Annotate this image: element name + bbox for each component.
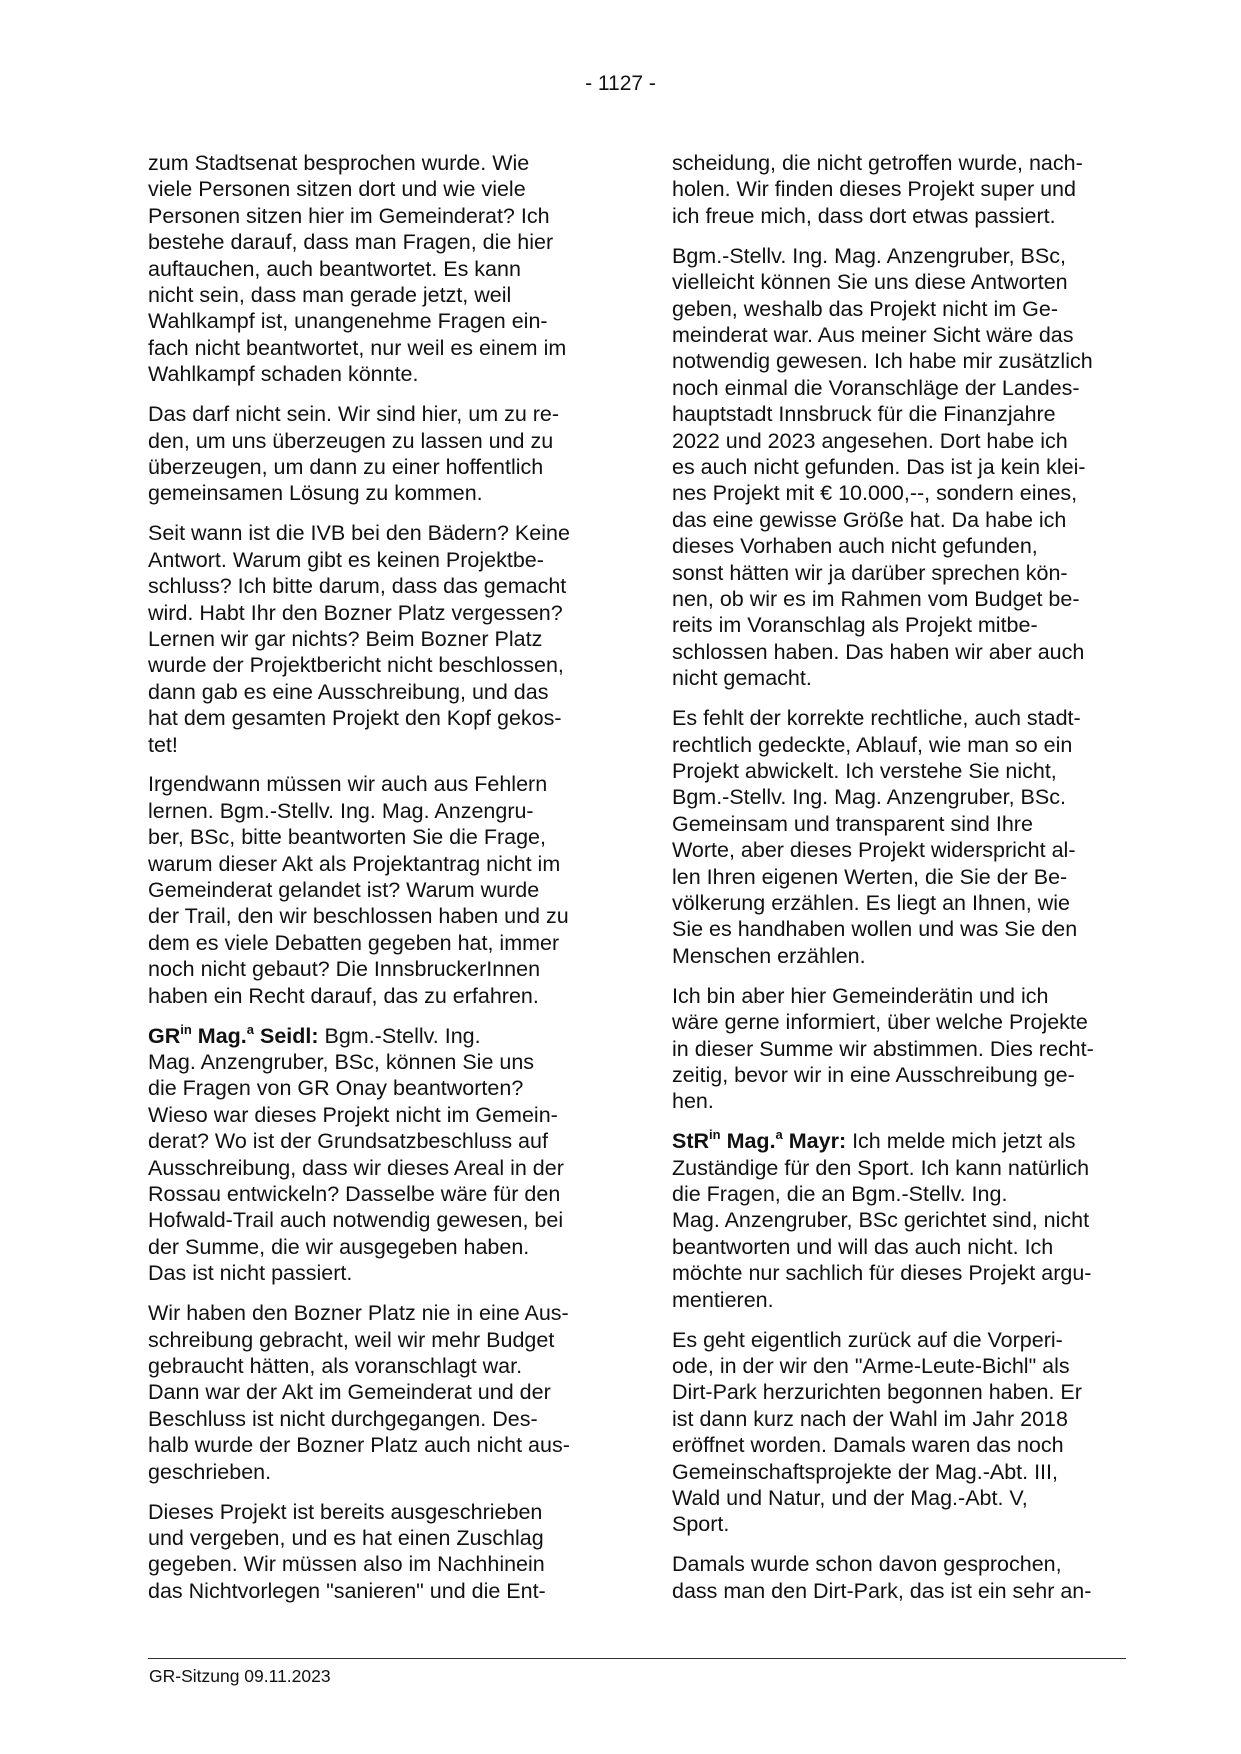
text-line: meinderat war. Aus meiner Sicht wäre das: [672, 322, 1074, 347]
text-line: Rossau entwickeln? Dasselbe wäre für den: [148, 1182, 561, 1207]
text-line: der Summe, die wir ausgegeben haben.: [148, 1234, 530, 1259]
text-line: dem es viele Debatten gegeben hat, immer: [148, 930, 560, 955]
text-line: Wahlkampf schaden könnte.: [148, 362, 419, 387]
text-line: den, um uns überzeugen zu lassen und zu: [148, 428, 554, 453]
speaker-surname: Mayr:: [782, 1129, 847, 1154]
text-line: geschrieben.: [148, 1459, 272, 1484]
text-line: Personen sitzen hier im Gemeinderat? Ich: [148, 203, 550, 228]
text-line: Es fehlt der korrekte rechtliche, auch stadt-: [672, 706, 1081, 731]
page-number: - 1127 -: [585, 72, 656, 95]
speaker-degree: Mag.: [191, 1023, 247, 1048]
text-line: gegeben. Wir müssen also im Nachhinein: [148, 1552, 545, 1577]
text-line: Bgm.-Stellv. Ing. Mag. Anzengruber, BSc,: [672, 243, 1066, 268]
speaker-line: [672, 1128, 1122, 1154]
text-line: noch einmal die Voranschläge der Landes-: [672, 375, 1080, 400]
text-line: sonst hätten wir ja darüber sprechen kön-: [672, 560, 1068, 585]
footer-session-date: GR-Sitzung 09.11.2023: [149, 1666, 331, 1686]
text-line: die Fragen von GR Onay beantworten?: [148, 1076, 524, 1101]
text-line: Dirt-Park herzurichten begonnen haben. Er: [672, 1380, 1082, 1405]
text-line: nicht gemacht.: [672, 666, 812, 691]
speaker-paragraph-mayr: [672, 1128, 1122, 1313]
text-line: Mag. Anzengruber, BSc, können Sie uns: [148, 1050, 535, 1074]
text-line: Damals wurde schon davon gesprochen,: [672, 1552, 1062, 1577]
text-line: nicht sein, dass man gerade jetzt, weil: [148, 283, 512, 308]
text-line: ich freue mich, dass dort etwas passiert.: [672, 203, 1056, 228]
text-line: haben ein Recht darauf, das zu erfahren.: [148, 983, 539, 1008]
text-line: hat dem gesamten Projekt den Kopf gekos-: [148, 706, 562, 731]
text-line: ist dann kurz nach der Wahl im Jahr 2018: [672, 1406, 1068, 1431]
text-line: wird. Habt Ihr den Bozner Platz vergessen?: [148, 600, 563, 625]
text-line: lernen. Bgm.-Stellv. Ing. Mag. Anzengru-: [148, 798, 534, 823]
text-line: Hofwald-Trail auch notwendig gewesen, bei: [148, 1208, 564, 1233]
text-line: die Fragen, die an Bgm.-Stellv. Ing.: [672, 1182, 1008, 1207]
speaker-degree-suffix: a: [246, 1021, 254, 1037]
text-line: Gemeinderat gelandet ist? Warum wurde: [148, 878, 540, 903]
text-line: Gemeinsam und transparent sind Ihre: [672, 811, 1033, 836]
text-line: gemeinsamen Lösung zu kommen.: [148, 481, 483, 506]
text-line: schluss? Ich bitte darum, dass das gemacht: [148, 574, 567, 599]
text-line: Es geht eigentlich zurück auf die Vorperi-: [672, 1327, 1063, 1352]
text-line: Das ist nicht passiert.: [148, 1261, 353, 1286]
text-line: Bgm.-Stellv. Ing. Mag. Anzengruber, BSc.: [672, 785, 1066, 810]
paragraph: [672, 150, 1122, 229]
text-line: Sie es handhaben wollen und was Sie den: [672, 917, 1078, 942]
speaker-name: [672, 1129, 846, 1153]
text-line: in dieser Summe wir abstimmen. Dies recht-: [672, 1036, 1094, 1061]
text-line: dass man den Dirt-Park, das ist ein sehr an-: [672, 1578, 1092, 1603]
text-line: bestehe darauf, dass man Fragen, die hier: [148, 230, 554, 255]
text-line: ode, in der wir den "Arme-Leute-Bichl" als: [672, 1353, 1070, 1378]
text-line: halb wurde der Bozner Platz auch nicht aus-: [148, 1433, 570, 1458]
paragraph: [672, 705, 1122, 969]
paragraph: [148, 1300, 598, 1485]
text-line: auftauchen, auch beantwortet. Es kann: [148, 256, 521, 281]
footer-divider: [148, 1658, 1126, 1659]
text-line: zeitig, bevor wir in eine Ausschreibung ge-: [672, 1062, 1075, 1087]
text-line: hauptstadt Innsbruck für die Finanzjahre: [672, 402, 1056, 427]
text-line: scheidung, die nicht getroffen wurde, nach-: [672, 151, 1083, 175]
text-line: das Nichtvorlegen "sanieren" und die Ent-: [148, 1578, 546, 1603]
text-line: und vergeben, und es hat einen Zuschlag: [148, 1525, 544, 1550]
paragraph: [148, 1499, 598, 1605]
text-line: Dann war der Akt im Gemeinderat und der: [148, 1380, 551, 1405]
text-line: das eine gewisse Größe hat. Da habe ich: [672, 507, 1067, 532]
text-line: hen.: [672, 1089, 714, 1114]
left-column: [148, 150, 598, 1618]
text-line: es auch nicht gefunden. Das ist ja kein klei-: [672, 454, 1086, 479]
text-line: noch nicht gebaut? Die InnsbruckerInnen: [148, 957, 541, 982]
speaker-paragraph-seidl: [148, 1023, 598, 1287]
text-line: Ich bin aber hier Gemeinderätin und ich: [672, 983, 1049, 1008]
text-line: Worte, aber dieses Projekt widerspricht al-: [672, 838, 1076, 863]
text-line: Beschluss ist nicht durchgegangen. Des-: [148, 1406, 538, 1431]
text-line: Dieses Projekt ist bereits ausgeschrieben: [148, 1499, 543, 1524]
text-line: eröffnet worden. Damals waren das noch: [672, 1433, 1064, 1458]
text-line: dann gab es eine Ausschreibung, und das: [148, 679, 549, 704]
text-line: geben, weshalb das Projekt nicht im Ge-: [672, 296, 1059, 321]
text-line: nen, ob wir es im Rahmen vom Budget be-: [672, 587, 1080, 611]
text-line: Zuständige für den Sport. Ich kann natürlich: [672, 1155, 1090, 1180]
text-line: schreibung gebracht, weil wir mehr Budget: [148, 1327, 555, 1352]
text-line: ber, BSc, bitte beantworten Sie die Frage,: [148, 825, 546, 850]
text-line: schlossen haben. Das haben wir aber auch: [672, 639, 1085, 664]
paragraph: [672, 243, 1122, 692]
text-line: zum Stadtsenat besprochen wurde. Wie: [148, 151, 530, 175]
speaker-line: [148, 1023, 598, 1049]
paragraph: [672, 983, 1122, 1115]
text-line: derat? Wo ist der Grundsatzbeschluss auf: [148, 1129, 548, 1154]
text-line: gebraucht hätten, als voranschlagt war.: [148, 1353, 523, 1378]
text-line: Sport.: [672, 1512, 730, 1537]
paragraph: [148, 150, 598, 388]
paragraph: [672, 1327, 1122, 1538]
text-line: möchte nur sachlich für dieses Projekt argu-: [672, 1261, 1092, 1286]
text-line: tet!: [148, 732, 178, 757]
text-line: Antwort. Warum gibt es keinen Projektbe-: [148, 547, 544, 572]
speaker-name: [148, 1021, 319, 1048]
text-line: len Ihren eigenen Werten, die Sie der Be-: [672, 864, 1068, 889]
text-line: holen. Wir finden dieses Projekt super und: [672, 177, 1076, 202]
text-line: nes Projekt mit € 10.000,--, sondern eines,: [672, 481, 1078, 506]
text-line: 2022 und 2023 angesehen. Dort habe ich: [672, 428, 1068, 453]
text-line: reits im Voranschlag als Projekt mitbe-: [672, 613, 1038, 638]
text-line: der Trail, den wir beschlossen haben und zu: [148, 904, 569, 929]
speaker-title: StR: [672, 1129, 710, 1154]
speaker-degree-suffix: a: [775, 1127, 783, 1143]
text-line: Seit wann ist die IVB bei den Bädern? Keine: [148, 521, 570, 546]
text-line: wurde der Projektbericht nicht beschlossen,: [148, 653, 564, 678]
speaker-degree: Mag.: [720, 1129, 776, 1154]
text-line: Ausschreibung, dass wir dieses Areal in der: [148, 1155, 564, 1180]
text-line: Projekt abwickelt. Ich verstehe Sie nicht,: [672, 758, 1057, 783]
text-line: Wieso war dieses Projekt nicht im Gemein-: [148, 1102, 558, 1127]
text-line: rechtlich gedeckte, Ablauf, wie man so ein: [672, 732, 1073, 757]
text-line: Wahlkampf ist, unangenehme Fragen ein-: [148, 309, 548, 334]
speaker-surname: Seidl:: [254, 1023, 319, 1048]
text-line: Lernen wir gar nichts? Beim Bozner Platz: [148, 626, 543, 651]
text-line: notwendig gewesen. Ich habe mir zusätzlich: [672, 349, 1093, 374]
paragraph: [148, 771, 598, 1009]
text-line: Wald und Natur, und der Mag.-Abt. V,: [672, 1486, 1028, 1510]
text-line: Irgendwann müssen wir auch aus Fehlern: [148, 772, 548, 797]
text-line: beantworten und will das auch nicht. Ich: [672, 1234, 1054, 1259]
text-line: mentieren.: [672, 1287, 774, 1312]
paragraph: [148, 520, 598, 758]
speaker-title: GR: [148, 1023, 181, 1048]
text-line: dieses Vorhaben auch nicht gefunden,: [672, 534, 1038, 559]
text-line: überzeugen, um dann zu einer hoffentlich: [148, 454, 544, 479]
speaker-title-suffix: in: [180, 1021, 192, 1037]
text-line: Mag. Anzengruber, BSc gerichtet sind, nicht: [672, 1208, 1090, 1233]
text-line: Das darf nicht sein. Wir sind hier, um zu re-: [148, 402, 560, 427]
text-line: viele Personen sitzen dort und wie viele: [148, 177, 526, 202]
text-line: Gemeinschaftsprojekte der Mag.-Abt. III,: [672, 1459, 1058, 1484]
text-line: wäre gerne informiert, über welche Projekte: [672, 1010, 1088, 1035]
speech-start: Ich melde mich jetzt als: [846, 1129, 1076, 1154]
paragraph: [148, 401, 598, 507]
text-line: warum dieser Akt als Projektantrag nicht im: [148, 851, 561, 876]
text-line: vielleicht können Sie uns diese Antworten: [672, 270, 1068, 295]
text-line: Wir haben den Bozner Platz nie in eine Aus-: [148, 1301, 569, 1326]
text-line: fach nicht beantwortet, nur weil es einem im: [148, 335, 567, 360]
speech-start: Bgm.-Stellv. Ing.: [318, 1023, 481, 1048]
text-line: Menschen erzählen.: [672, 943, 866, 968]
text-line: völkerung erzählen. Es liegt an Ihnen, wie: [672, 890, 1070, 915]
speaker-title-suffix: in: [709, 1127, 721, 1143]
paragraph: [672, 1551, 1122, 1604]
right-column: [672, 150, 1122, 1618]
